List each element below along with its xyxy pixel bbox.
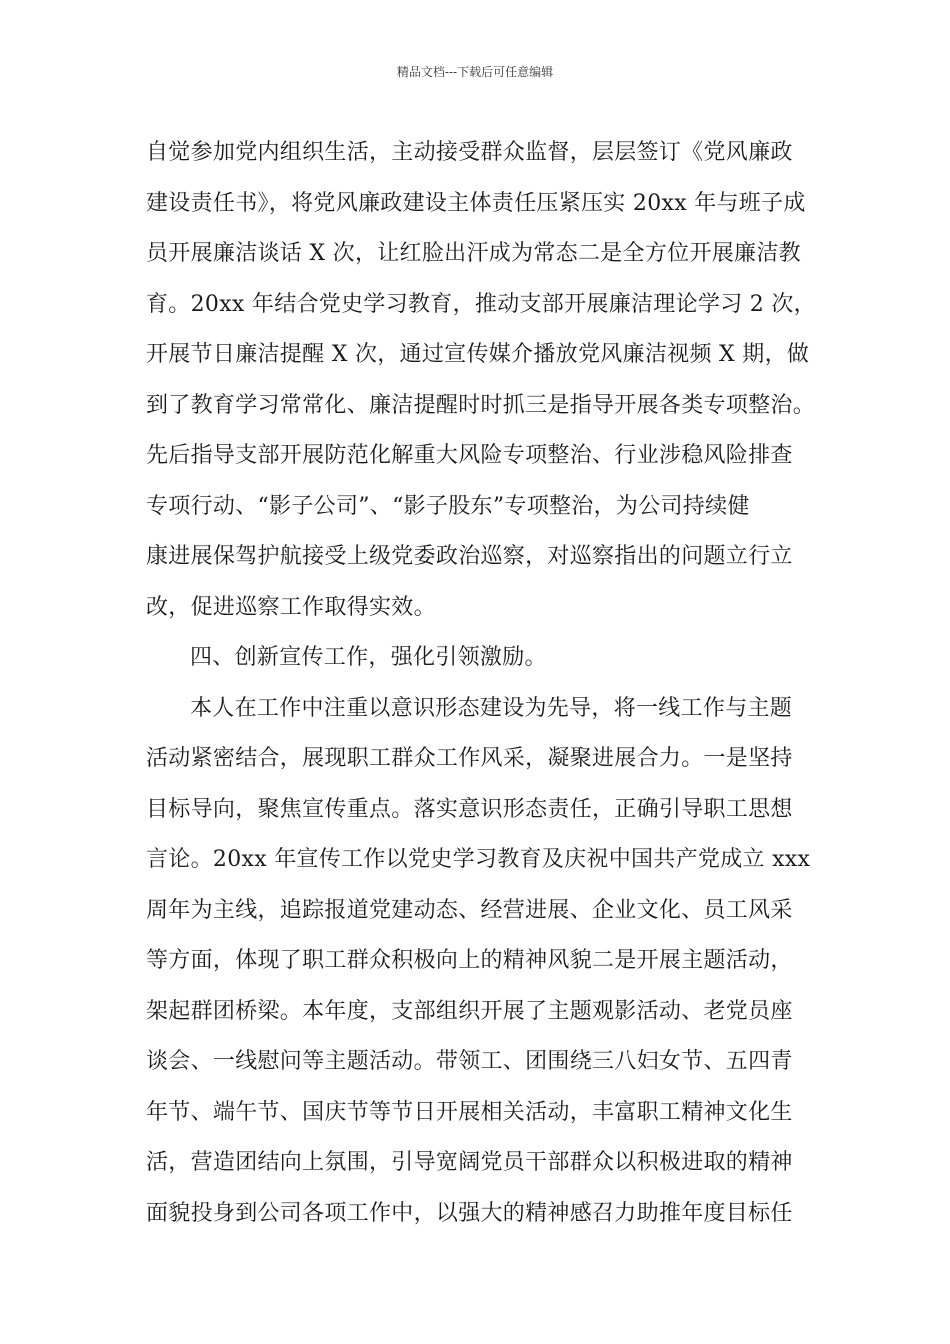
paragraph-2 — [146, 684, 846, 1240]
text-line: 言论。20xx 年宣传工作以党史学习教育及庆祝中国共产党成立 xxx — [146, 847, 811, 872]
text-line: 自觉参加党内组织生活，主动接受群众监督，层层签订《党风廉政 — [146, 140, 793, 165]
heading-line: 四、创新宣传工作，强化引领激励。 — [190, 645, 547, 670]
text-line: 康进展保驾护航接受上级党委政治巡察，对巡察指出的问题立行立 — [146, 544, 793, 569]
page-header: 精品文档---下载后可任意编辑 — [396, 65, 554, 79]
text-line: 建设责任书》，将党风廉政建设主体责任压紧压实 20xx 年与班子成 — [146, 190, 806, 216]
text-line: 目标导向，聚焦宣传重点。落实意识形态责任，正确引导职工思想 — [146, 796, 793, 822]
text-line: 本人在工作中注重以意识形态建设为先导，将一线工作与主题 — [190, 695, 793, 721]
text-line: 周年为主线，追踪报道党建动态、经营进展、企业文化、员工风采 — [146, 897, 793, 923]
text-line: 改，促进巡察工作取得实效。 — [146, 594, 436, 620]
section-heading — [146, 633, 846, 684]
text-line: 育。20xx 年结合党史学习教育，推动支部开展廉洁理论学习 2 次， — [146, 291, 816, 317]
text-line: 年节、端午节、国庆节等节日开展相关活动，丰富职工精神文化生 — [146, 1099, 793, 1125]
text-line: 活动紧密结合，展现职工群众工作风采，凝聚进展合力。一是坚持 — [146, 746, 793, 771]
text-line: 等方面，体现了职工群众积极向上的精神风貌二是开展主题活动， — [146, 948, 793, 973]
text-line: 面貌投身到公司各项工作中，以强大的精神感召力助推年度目标任 — [146, 1200, 793, 1226]
text-line: 谈会、一线慰问等主题活动。带领工、团围绕三八妇女节、五四青 — [146, 1049, 793, 1074]
text-line: 活，营造团结向上氛围，引导宽阔党员干部群众以积极进取的精神 — [146, 1150, 793, 1175]
text-line: 开展节日廉洁提醒 X 次，通过宣传媒介播放党风廉洁视频 X 期，做 — [146, 342, 810, 367]
text-line: 架起群团桥梁。本年度，支部组织开展了主题观影活动、老党员座 — [146, 998, 793, 1024]
text-line: 到了教育学习常常化、廉洁提醒时时抓三是指导开展各类专项整治。 — [146, 392, 816, 418]
document-body — [146, 128, 846, 1239]
paragraph-1 — [146, 128, 846, 633]
text-line: 员开展廉洁谈话 X 次，让红脸出汗成为常态二是全方位开展廉洁教 — [146, 241, 801, 266]
text-line: 专项行动、“影子公司”、“影子股东”专项整治，为公司持续健 — [146, 493, 750, 519]
text-line: 先后指导支部开展防范化解重大风险专项整治、行业涉稳风险排查 — [146, 443, 793, 468]
